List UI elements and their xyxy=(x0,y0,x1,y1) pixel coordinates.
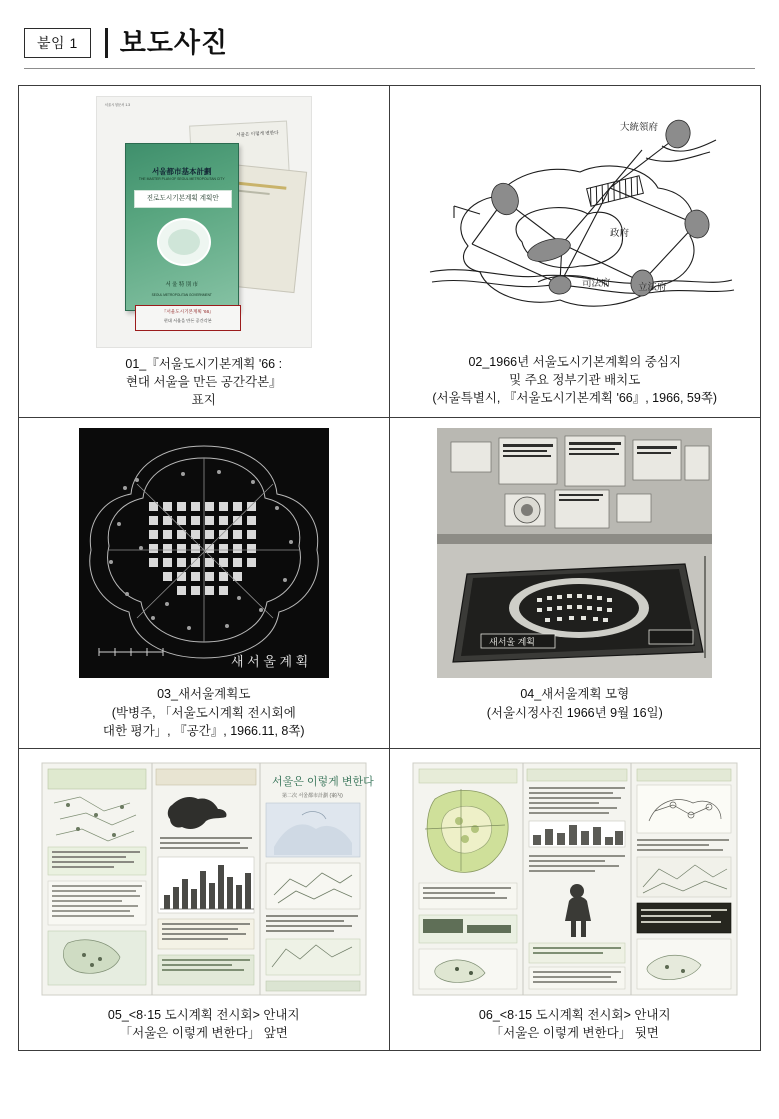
photo-grid-row xyxy=(19,749,760,1050)
attachment-label: 붙임 1 xyxy=(24,28,91,58)
diagram-svg xyxy=(410,96,740,346)
caption-line: 05_<8·15 도시계획 전시회> 안내지 xyxy=(107,1007,300,1022)
photo-01-caption xyxy=(125,355,282,409)
photo-05-leaflet-front xyxy=(34,759,374,999)
caption-line: 대한 평가」, 『공간』, 1966.11, 8쪽) xyxy=(102,723,305,738)
photo-cell-05 xyxy=(19,749,390,1050)
photo-grid-row xyxy=(19,86,760,418)
photo-06-caption xyxy=(479,1006,671,1042)
page-title-wrap xyxy=(105,28,228,58)
photo-02-government-diagram xyxy=(410,96,740,346)
diagram-label-judiciary: 司法府 xyxy=(581,278,611,289)
side-paper-text: 서울은 이렇게 변한다 xyxy=(235,129,279,138)
plan-title-text: 새 서 울 계 획 xyxy=(230,654,308,670)
photo-01-book-cover xyxy=(96,96,312,348)
diagram-label-legislature: 立法府 xyxy=(637,282,667,293)
cover-publisher-kr: 서 울 特 別 市 xyxy=(165,282,199,288)
caption-line: 04_새서울계획 모형 xyxy=(520,687,630,702)
cover-band xyxy=(134,190,232,208)
photo-grid xyxy=(18,85,761,1051)
photo-grid-row xyxy=(19,418,760,748)
cover-title: 서울都市基本計劃 xyxy=(152,167,212,176)
photo-04-caption xyxy=(487,685,663,721)
photo-03-caption xyxy=(103,685,305,739)
photo-cell-02 xyxy=(390,86,761,417)
aerial-plan-svg xyxy=(79,428,329,678)
caption-line: 표지 xyxy=(191,393,216,408)
archive-code-text: 서울시청문서 1.3 xyxy=(104,103,131,107)
photo-cell-04 xyxy=(390,418,761,747)
exhibit-label xyxy=(135,305,241,331)
caption-line: (서울특별시, 『서울도시기본계획 '66』, 1966, 59쪽) xyxy=(432,391,718,406)
caption-line: 06_<8·15 도시계획 전시회> 안내지 xyxy=(478,1007,671,1022)
cover-map-circle xyxy=(157,218,211,266)
photo-06-leaflet-back xyxy=(405,759,745,999)
diagram-label-government: 政府 xyxy=(609,228,629,239)
caption-line: 01_『서울도시기본계획 '66 : xyxy=(125,357,283,371)
cover-band-text: 진로도시기본계획 계획안 xyxy=(146,195,219,202)
photo-02-caption xyxy=(432,353,717,407)
book-cover xyxy=(125,143,239,311)
header-divider xyxy=(24,68,755,69)
caption-line: 02_1966년 서울도시기본계획의 중심지 xyxy=(468,355,682,369)
cover-publisher-en: SEOUL METROPOLITAN GOVERNMENT xyxy=(151,293,212,297)
photo-cell-06 xyxy=(390,749,761,1050)
leaflet-front-svg xyxy=(34,759,374,999)
caption-line: 및 주요 정부기관 배치도 xyxy=(509,373,641,388)
leaflet-headline: 서울은 이렇게 변한다 xyxy=(271,775,374,788)
photo-03-aerial-plan xyxy=(79,428,329,678)
cover-subtitle: THE MASTER PLAN OF SEOUL METROPOLITAN CITY xyxy=(138,177,225,181)
caption-line: 「서울은 이렇게 변한다」 앞면 xyxy=(119,1025,288,1040)
photo-05-caption xyxy=(108,1006,300,1042)
caption-line: 현대 서울을 만든 공간각본』 xyxy=(125,375,282,390)
exhibit-label-line2: 현대 서울을 만든 공간각본 xyxy=(163,318,212,323)
diagram-label-president: 大統領府 xyxy=(619,122,658,133)
exhibit-label-line1: 『서울도시기본계획 '66』 xyxy=(161,309,214,314)
leaflet-subheadline: 第二次 서울都市計劃 (案內) xyxy=(281,792,343,799)
caption-line: 「서울은 이렇게 변한다」 뒷면 xyxy=(490,1025,659,1040)
photo-cell-03 xyxy=(19,418,390,747)
model-title-text: 새서울 계획 xyxy=(489,637,536,648)
caption-line: (박병주, 「서울도시계획 전시회에 xyxy=(111,705,296,720)
page-header xyxy=(18,28,761,58)
photo-cell-01 xyxy=(19,86,390,417)
page-title: 보도사진 xyxy=(119,27,229,58)
exhibition-photo-svg xyxy=(437,428,712,678)
photo-04-exhibition-model xyxy=(437,428,712,678)
leaflet-back-svg xyxy=(405,759,745,999)
caption-line: (서울시정사진 1966년 9월 16일) xyxy=(486,705,663,720)
caption-line: 03_새서울계획도 xyxy=(157,687,251,702)
